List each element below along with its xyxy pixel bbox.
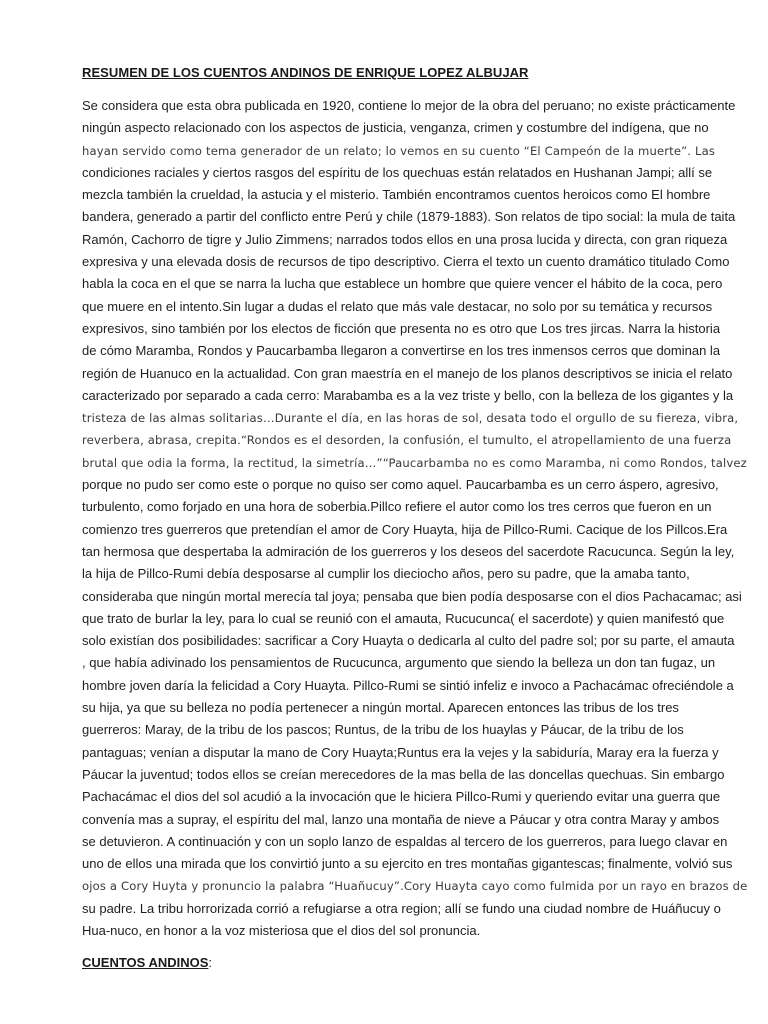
document-title: RESUMEN DE LOS CUENTOS ANDINOS DE ENRIQUE LOPEZ ALBUJAR bbox=[82, 65, 529, 80]
paragraph-line: mezcla también la crueldad, la astucia y el misterio. También encontramos cuentos heroicos como El hombre bbox=[82, 187, 711, 203]
paragraph-line: de cómo Maramba, Rondos y Paucarbamba llegaron a convertirse en los tres inmensos cerros que dominan la bbox=[82, 343, 721, 359]
paragraph-line: Páucar la juventud; todos ellos se creían merecedores de la mas bella de las doncellas quechuas. Sin embargo bbox=[82, 766, 725, 782]
paragraph-line: caracterizado por separado a cada cerro: Marabamba es a la vez triste y bello, con la belleza de los gigantes y la bbox=[82, 387, 734, 403]
paragraph-line: Pachacámac el dios del sol acudió a la invocación que le hiciera Pillco-Rumi y queriendo evitar una guerra que bbox=[82, 789, 721, 805]
paragraph-line: comienzo tres guerreros que pretendían el amor de Cory Huayta, hija de Pillco-Rumi. Cacique de los Pillcos.Era bbox=[82, 521, 728, 537]
paragraph-line: porque no pudo ser como este o porque no quiso ser como aquel. Paucarbamba es un cerro áspero, agresivo, bbox=[82, 477, 719, 493]
paragraph-line: expresiva y una elevada dosis de recursos de tipo descriptivo. Cierra el texto un cuento dramático titulado Como bbox=[82, 254, 730, 270]
paragraph-line: brutal que odia la forma, la rectitud, la simetría…”“Paucarbamba no es como Maramba, ni como Rondos, talvez bbox=[82, 455, 747, 470]
paragraph-line: tristeza de las almas solitarias…Durante el día, en las horas de sol, desata todo el orgullo de su fiereza, vibra, bbox=[82, 411, 739, 426]
paragraph-line: pantaguas; venían a disputar la mano de Cory Huayta;Runtus era la vejes y la sabiduría, Maray era la fuerza y bbox=[82, 744, 719, 760]
paragraph-line: hayan servido como tema generador de un relato; lo vemos en su cuento “El Campeón de la muerte”. Las bbox=[82, 143, 716, 158]
paragraph-line: uno de ellos una mirada que los convirtió junto a su ejercito en tres montañas gigantescas; finalmente, volvió sus bbox=[82, 856, 733, 872]
paragraph-line: convenía mas a supray, el espíritu del mal, lanzo una montaña de nieve a Páucar y otra contra Maray y ambos bbox=[82, 811, 720, 827]
paragraph-line: ojos a Cory Huyta y pronuncio la palabra “Huañucuy”.Cory Huayta cayo como fulmida por un rayo en brazos de bbox=[82, 879, 748, 894]
paragraph-line: que muere en el intento.Sin lugar a dudas el relato que más vale destacar, no solo por su temática y recursos bbox=[82, 298, 713, 314]
paragraph-line: la hija de Pillco-Rumi debía desposarse al cumplir los dieciocho años, pero su padre, que la amaba tanto, bbox=[82, 566, 690, 582]
paragraph-line: , que había adivinado los pensamientos de Rucucunca, argumento que siendo la belleza un don tan fugaz, un bbox=[82, 655, 716, 671]
paragraph-line: consideraba que ningún mortal merecía tal joya; pensaba que bien podía desposarse con el dios Pachacamac; asi bbox=[82, 588, 742, 604]
paragraph-line: bandera, generado a partir del conflicto entre Perú y chile (1879-1883). Son relatos de tipo social: la mula de taita bbox=[82, 209, 736, 225]
paragraph-line: turbulento, como forjado en una hora de soberbia.Pillco refiere el autor como los tres cerros que fueron en un bbox=[82, 499, 712, 515]
paragraph-line: hombre joven daría la felicidad a Cory Huayta. Pillco-Rumi se sintió infeliz e invoco a Pachacámac ofreciéndole a bbox=[82, 677, 734, 693]
paragraph-line: condiciones raciales y ciertos rasgos del espíritu de los quechuas están relatados en Hushanan Jampi; allí se bbox=[82, 164, 713, 180]
section-heading-colon: : bbox=[208, 955, 213, 970]
paragraph-line: Hua-nuco, en honor a la voz misteriosa que el dios del sol pronuncia. bbox=[82, 922, 481, 938]
paragraph-line: habla la coca en el que se narra la lucha que establece un hombre que quiere vencer el hábito de la coca, pero bbox=[82, 276, 723, 292]
paragraph-line: Ramón, Cachorro de tigre y Julio Zimmens; narrados todos ellos en una prosa lucida y directa, con gran riqueza bbox=[82, 231, 728, 247]
paragraph-line: región de Huanuco en la actualidad. Con gran maestría en el manejo de los planos descriptivos se inicia el relato bbox=[82, 365, 733, 381]
paragraph-line: su padre. La tribu horrorizada corrió a refugiarse a otra region; allí se fundo una ciudad nombre de Huáñucuy o bbox=[82, 900, 721, 916]
paragraph-line: reverbera, abrasa, crepita.“Rondos es el desorden, la confusión, el tumulto, el atropellamiento de una fuerza bbox=[82, 433, 732, 448]
paragraph-line: que trato de burlar la ley, para lo cual se reunió con el amauta, Rucucunca( el sacerdote) y quien manifestó que bbox=[82, 610, 725, 626]
paragraph-line: guerreros: Maray, de la tribu de los pascos; Runtus, de la tribu de los huaylas y Páucar, de la tribu de los bbox=[82, 722, 684, 738]
summary-paragraph bbox=[82, 95, 748, 942]
paragraph-line: tan hermosa que despertaba la admiración de los guerreros y los deseos del sacerdote Racucunca. Según la ley, bbox=[82, 543, 735, 559]
paragraph-line: se detuvieron. A continuación y con un soplo lanzo de espaldas al tercero de los guerreros, para luego clavar en bbox=[82, 833, 728, 849]
section-heading-text: CUENTOS ANDINOS bbox=[82, 955, 209, 970]
paragraph-line: Se considera que esta obra publicada en 1920, contiene lo mejor de la obra del peruano; no existe prácticamente bbox=[82, 98, 736, 113]
paragraph-line: su hija, ya que su belleza no podía pertenecer a ningún mortal. Aparecen entonces las tribus de los tres bbox=[82, 700, 679, 716]
paragraph-line: ningún aspecto relacionado con los aspectos de justicia, venganza, crimen y costumbre del indígena, que no bbox=[82, 120, 709, 136]
paragraph-line: expresivos, sino también por los electos de ficción que presenta no es otro que Los tres jircas. Narra la historia bbox=[82, 320, 721, 336]
paragraph-line: solo existían dos posibilidades: sacrificar a Cory Huayta o dedicarla al culto del padre sol; por su parte, el amauta bbox=[82, 633, 735, 649]
section-heading bbox=[82, 955, 212, 970]
